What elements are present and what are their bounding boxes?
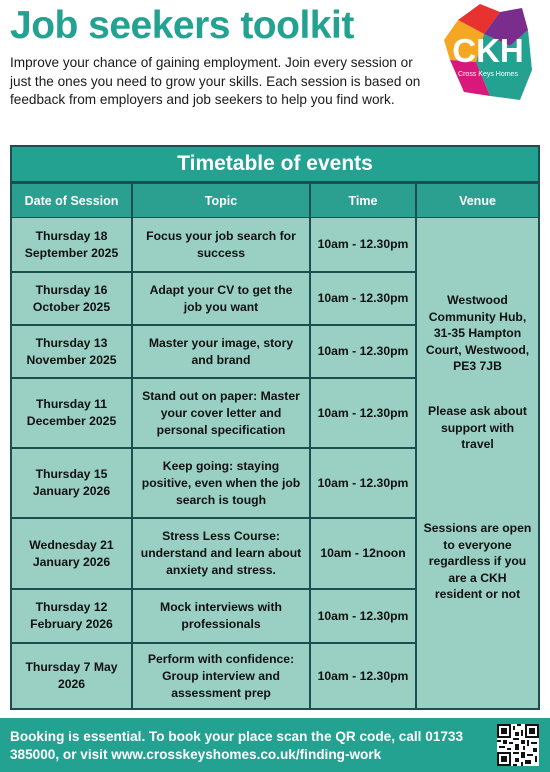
table-row-date: Thursday 12 February 2026 xyxy=(12,590,131,642)
table-row-time: 10am - 12.30pm xyxy=(311,590,415,642)
table-row-date: Wednesday 21 January 2026 xyxy=(12,519,131,588)
column-header-date: Date of Session xyxy=(12,184,131,217)
table-row-topic: Adapt your CV to get the job you want xyxy=(133,273,309,324)
table-row-topic: Master your image, story and brand xyxy=(133,326,309,377)
timetable xyxy=(10,145,540,710)
column-header-time: Time xyxy=(311,184,415,217)
booking-footer xyxy=(0,718,550,772)
table-row-date: Thursday 18 September 2025 xyxy=(12,218,131,271)
table-row-date: Thursday 11 December 2025 xyxy=(12,379,131,447)
table-row-topic: Focus your job search for success xyxy=(133,218,309,271)
intro-text: Improve your chance of gaining employment. Join every session or just the ones you need to grow your skills. Each session is based on feedback from employers and job seekers to help you find work. xyxy=(10,55,421,108)
table-row-topic: Stand out on paper: Master your cover letter and personal specification xyxy=(133,379,309,447)
table-row-topic: Mock interviews with professionals xyxy=(133,590,309,642)
table-row-time: 10am - 12.30pm xyxy=(311,379,415,447)
ckh-logo xyxy=(440,0,535,110)
table-row-time: 10am - 12.30pm xyxy=(311,218,415,271)
column-header-venue: Venue xyxy=(417,184,538,217)
table-row-time: 10am - 12.30pm xyxy=(311,326,415,377)
column-header-topic: Topic xyxy=(133,184,309,217)
venue-cell xyxy=(417,218,538,708)
table-row-date: Thursday 7 May 2026 xyxy=(12,644,131,708)
venue-address: Westwood Community Hub, 31-35 Hampton Court, Westwood, PE3 7JB xyxy=(425,293,530,373)
table-row-time: 10am - 12.30pm xyxy=(311,449,415,517)
page-title: Job seekers toolkit xyxy=(10,4,354,47)
table-row-date: Thursday 15 January 2026 xyxy=(12,449,131,517)
venue-eligibility-note: Sessions are open to everyone regardless if you are a CKH resident or not xyxy=(423,521,532,601)
table-row-topic: Keep going: staying positive, even when the job search is tough xyxy=(133,449,309,517)
table-row-topic: Stress Less Course: understand and learn about anxiety and stress. xyxy=(133,519,309,588)
table-row-time: 10am - 12.30pm xyxy=(311,644,415,708)
booking-text: Booking is essential. To book your place scan the QR code, call 01733 385000, or visit www.crosskeyshomes.co.uk/finding-work xyxy=(10,729,464,762)
logo-subtext: Cross Keys Homes xyxy=(458,71,518,78)
qr-code-icon[interactable] xyxy=(497,724,539,766)
table-row-date: Thursday 16 October 2025 xyxy=(12,273,131,324)
table-row-topic: Perform with confidence: Group interview and assessment prep xyxy=(133,644,309,708)
venue-travel-note: Please ask about support with travel xyxy=(428,404,527,451)
timetable-title: Timetable of events xyxy=(12,147,538,183)
table-row-time: 10am - 12.30pm xyxy=(311,273,415,324)
logo-text: CKH xyxy=(452,32,524,69)
table-row-time: 10am - 12noon xyxy=(311,519,415,588)
table-row-date: Thursday 13 November 2025 xyxy=(12,326,131,377)
